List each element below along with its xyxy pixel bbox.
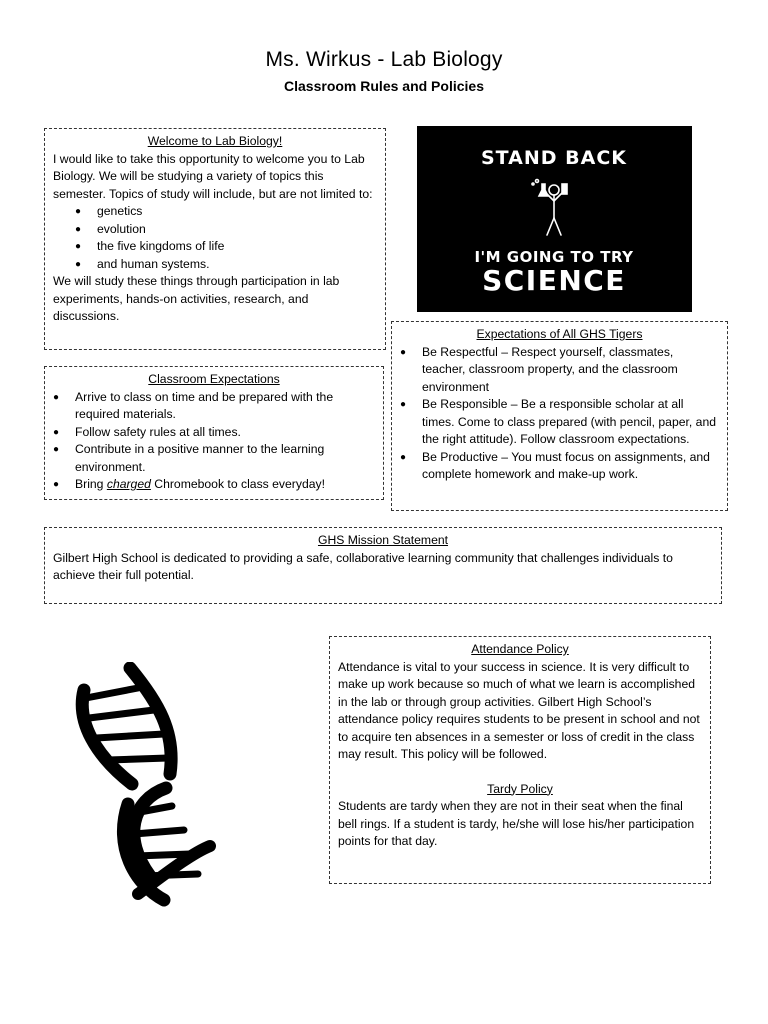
welcome-closing: We will study these things through participation in lab experiments, hands-on activities, research, and discussions. (53, 274, 340, 323)
poster-line-2: I'M GOING TO TRY (474, 248, 634, 266)
classroom-expectations-heading: Classroom Expectations (148, 372, 280, 386)
list-item: ● evolution (53, 221, 377, 239)
charged-emphasis: charged (106, 477, 151, 491)
poster-line-3: SCIENCE (482, 264, 626, 297)
ghs-expectations-heading: Expectations of All GHS Tigers (476, 327, 643, 341)
list-item: ● Follow safety rules at all times. (53, 424, 375, 442)
attendance-text: Attendance is vital to your success in science. It is very difficult to make up work because so much of what we learn is accomplished in the lab or through group activities. Gilbert High School’s attendance policy requires students to be present in school and not to acquire ten absences in a semester or loss of credit in the class may result. This policy will be followed. (338, 659, 700, 761)
stick-figure-icon (532, 180, 567, 236)
list-item (53, 476, 375, 494)
classroom-expectations-section (44, 366, 384, 500)
science-poster (417, 126, 692, 312)
welcome-section (44, 128, 386, 350)
mission-heading: GHS Mission Statement (317, 533, 449, 547)
ghs-expectations-list (400, 344, 719, 484)
list-item: ● Arrive to class on time and be prepared with the required materials. (53, 389, 375, 424)
ghs-expectations-section (391, 321, 728, 511)
page-title: Ms. Wirkus - Lab Biology (265, 48, 503, 71)
welcome-heading: Welcome to Lab Biology! (147, 134, 283, 148)
dna-helix-icon (72, 662, 222, 912)
list-item: ● Be Productive – You must focus on assignments, and complete homework and make-up work. (400, 449, 719, 484)
attendance-heading: Attendance Policy (471, 642, 569, 656)
poster-line-1: STAND BACK (480, 147, 628, 169)
list-item: ● and human systems. (53, 256, 377, 274)
tardy-text: Students are tardy when they are not in their seat when the final bell rings. If a student is tardy, he/she will lose his/her participation points for that day. (338, 799, 695, 848)
classroom-expectations-list (53, 389, 375, 494)
list-item: ● the five kingdoms of life (53, 238, 377, 256)
page-subtitle: Classroom Rules and Policies (284, 78, 484, 94)
mission-section (44, 527, 722, 604)
mission-text: Gilbert High School is dedicated to providing a safe, collaborative learning community that challenges individuals to achieve their full potential. (53, 550, 673, 582)
attendance-section (329, 636, 711, 884)
list-item: ● Contribute in a positive manner to the learning environment. (53, 441, 375, 476)
list-item: ● Be Respectful – Respect yourself, classmates, teacher, classroom property, and the classroom environment (400, 344, 719, 397)
welcome-intro: I would like to take this opportunity to welcome you to Lab Biology. We will be studying a variety of topics this semester. Topics of study will include, but are not limited to: (53, 151, 373, 201)
bring-suffix: Chromebook to class everyday! (150, 477, 325, 491)
bring-prefix: Bring (75, 477, 107, 491)
tardy-heading: Tardy Policy (487, 781, 553, 796)
list-item: ● genetics (53, 203, 377, 221)
list-item: ● Be Responsible – Be a responsible scholar at all times. Come to class prepared (with pencil, paper, and the right attitude). Follow classroom expectations. (400, 396, 719, 449)
topics-list (53, 203, 377, 273)
